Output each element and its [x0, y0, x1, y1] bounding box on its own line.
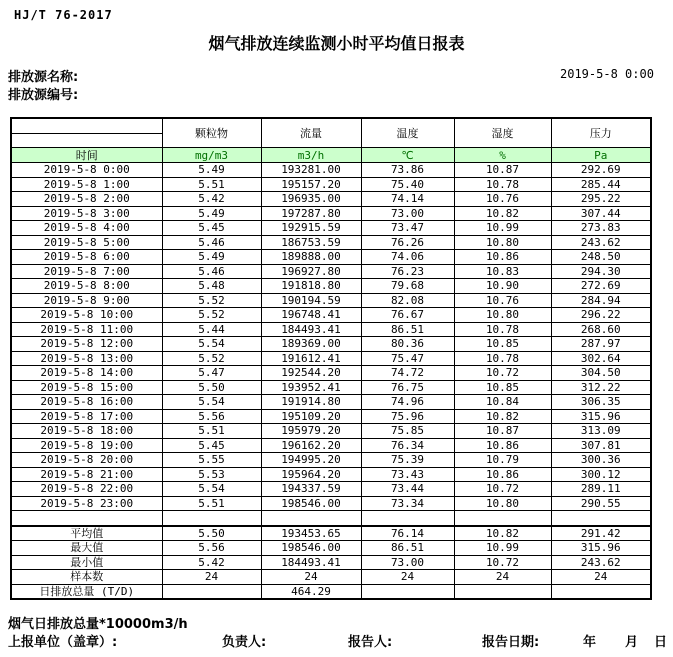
- time-cell: 2019-5-8 1:00: [11, 177, 162, 192]
- time-cell: 2019-5-8 8:00: [11, 279, 162, 294]
- summary-row-samples: 样本数 24 24 24 24 24: [11, 570, 651, 585]
- table-row: 2019-5-8 3:00 5.49 197287.80 73.00 10.82 307.44: [11, 206, 651, 221]
- table-row: 2019-5-8 22:00 5.54 194337.59 73.44 10.72 289.11: [11, 482, 651, 497]
- time-cell: 2019-5-8 4:00: [11, 221, 162, 236]
- table-row: 2019-5-8 13:00 5.52 191612.41 75.47 10.78 302.64: [11, 351, 651, 366]
- time-cell: 2019-5-8 0:00: [11, 163, 162, 178]
- unit-pressure: Pa: [551, 148, 651, 163]
- unit-row: [11, 148, 651, 163]
- table-row: 2019-5-8 14:00 5.47 192544.20 74.72 10.72 304.50: [11, 366, 651, 381]
- unit-flow: m3/h: [261, 148, 361, 163]
- column-header-temperature: 温度: [361, 118, 454, 148]
- report-title: 烟气排放连续监测小时平均值日报表: [208, 34, 465, 53]
- signature-line: [0, 631, 673, 649]
- summary-label: 日排放总量 (T/D): [11, 584, 162, 599]
- table-row: 2019-5-8 20:00 5.55 194995.20 75.39 10.79 300.36: [11, 453, 651, 468]
- table-row: 2019-5-8 9:00 5.52 190194.59 82.08 10.76 284.94: [11, 293, 651, 308]
- table-row: 2019-5-8 10:00 5.52 196748.41 76.67 10.80 296.22: [11, 308, 651, 323]
- table-row: 2019-5-8 16:00 5.54 191914.80 74.96 10.84 306.35: [11, 395, 651, 410]
- time-cell: 2019-5-8 10:00: [11, 308, 162, 323]
- responsible-person-label: 负责人:: [222, 635, 267, 650]
- table-row: 2019-5-8 23:00 5.51 198546.00 73.34 10.80 290.55: [11, 496, 651, 511]
- summary-label: 样本数: [11, 570, 162, 585]
- day-label: 日: [654, 635, 668, 650]
- time-cell: 2019-5-8 22:00: [11, 482, 162, 497]
- time-cell: 2019-5-8 13:00: [11, 351, 162, 366]
- summary-row-max: 最大值 5.56 198546.00 86.51 10.99 315.96: [11, 541, 651, 556]
- time-cell: 2019-5-8 21:00: [11, 467, 162, 482]
- summary-label: 最大值: [11, 541, 162, 556]
- report-date-label: 报告日期:: [482, 635, 540, 650]
- report-unit-label: 上报单位（盖章）:: [8, 635, 118, 650]
- flow-unit-note: 烟气日排放总量*10000m3/h: [8, 617, 188, 632]
- table-row: 2019-5-8 8:00 5.48 191818.80 79.68 10.90 272.69: [11, 279, 651, 294]
- time-cell: 2019-5-8 18:00: [11, 424, 162, 439]
- column-header-particulate: 颗粒物: [162, 118, 261, 148]
- table-row: 2019-5-8 6:00 5.49 189888.00 74.06 10.86 248.50: [11, 250, 651, 265]
- table-row: 2019-5-8 2:00 5.42 196935.00 74.14 10.76 295.22: [11, 192, 651, 207]
- unit-particulate: mg/m3: [162, 148, 261, 163]
- time-header-blank-top: [11, 118, 162, 133]
- year-label: 年: [583, 635, 597, 650]
- time-cell: 2019-5-8 12:00: [11, 337, 162, 352]
- unit-temperature: ℃: [361, 148, 454, 163]
- table-row: 2019-5-8 17:00 5.56 195109.20 75.96 10.82 315.96: [11, 409, 651, 424]
- standard-number: HJ/T 76-2017: [14, 8, 113, 22]
- time-cell: 2019-5-8 19:00: [11, 438, 162, 453]
- time-cell: 2019-5-8 20:00: [11, 453, 162, 468]
- time-cell: 2019-5-8 16:00: [11, 395, 162, 410]
- table-row: 2019-5-8 1:00 5.51 195157.20 75.40 10.78 285.44: [11, 177, 651, 192]
- time-cell: 2019-5-8 3:00: [11, 206, 162, 221]
- unit-humidity: %: [454, 148, 551, 163]
- table-row: 2019-5-8 5:00 5.46 186753.59 76.26 10.80 243.62: [11, 235, 651, 250]
- column-header-pressure: 压力: [551, 118, 651, 148]
- report-datetime: 2019-5-8 0:00: [560, 67, 654, 81]
- column-header-humidity: 湿度: [454, 118, 551, 148]
- month-label: 月: [625, 635, 639, 650]
- header-row-top: [11, 118, 651, 133]
- time-cell: 2019-5-8 23:00: [11, 496, 162, 511]
- table-row: 2019-5-8 4:00 5.45 192915.59 73.47 10.99 273.83: [11, 221, 651, 236]
- time-cell: 2019-5-8 14:00: [11, 366, 162, 381]
- monitoring-table: [10, 117, 652, 600]
- table-row: 2019-5-8 15:00 5.50 193952.41 76.75 10.85 312.22: [11, 380, 651, 395]
- source-name-label: 排放源名称:: [8, 70, 79, 85]
- time-cell: 2019-5-8 6:00: [11, 250, 162, 265]
- time-cell: 2019-5-8 2:00: [11, 192, 162, 207]
- time-header-blank-bottom: [11, 133, 162, 148]
- column-header-flow: 流量: [261, 118, 361, 148]
- time-header: 时间: [11, 148, 162, 163]
- time-cell: 2019-5-8 7:00: [11, 264, 162, 279]
- table-row: 2019-5-8 12:00 5.54 189369.00 80.36 10.85 287.97: [11, 337, 651, 352]
- summary-row-average: 平均值 5.50 193453.65 76.14 10.82 291.42: [11, 526, 651, 541]
- table-row: 2019-5-8 21:00 5.53 195964.20 73.43 10.86 300.12: [11, 467, 651, 482]
- summary-row-daily-total: 日排放总量 (T/D) 464.29: [11, 584, 651, 599]
- table-row: 2019-5-8 7:00 5.46 196927.80 76.23 10.83 294.30: [11, 264, 651, 279]
- time-cell: 2019-5-8 17:00: [11, 409, 162, 424]
- time-cell: 2019-5-8 9:00: [11, 293, 162, 308]
- reporter-label: 报告人:: [348, 635, 393, 650]
- summary-row-min: 最小值 5.42 184493.41 73.00 10.72 243.62: [11, 555, 651, 570]
- time-cell: 2019-5-8 5:00: [11, 235, 162, 250]
- separator-row: [11, 511, 651, 526]
- source-code-label: 排放源编号:: [8, 88, 79, 103]
- summary-label: 平均值: [11, 526, 162, 541]
- table-row: 2019-5-8 11:00 5.44 184493.41 86.51 10.78 268.60: [11, 322, 651, 337]
- time-cell: 2019-5-8 15:00: [11, 380, 162, 395]
- summary-label: 最小值: [11, 555, 162, 570]
- table-row: 2019-5-8 18:00 5.51 195979.20 75.85 10.87 313.09: [11, 424, 651, 439]
- table-row: 2019-5-8 0:00 5.49 193281.00 73.86 10.87 292.69: [11, 163, 651, 178]
- time-cell: 2019-5-8 11:00: [11, 322, 162, 337]
- table-row: 2019-5-8 19:00 5.45 196162.20 76.34 10.86 307.81: [11, 438, 651, 453]
